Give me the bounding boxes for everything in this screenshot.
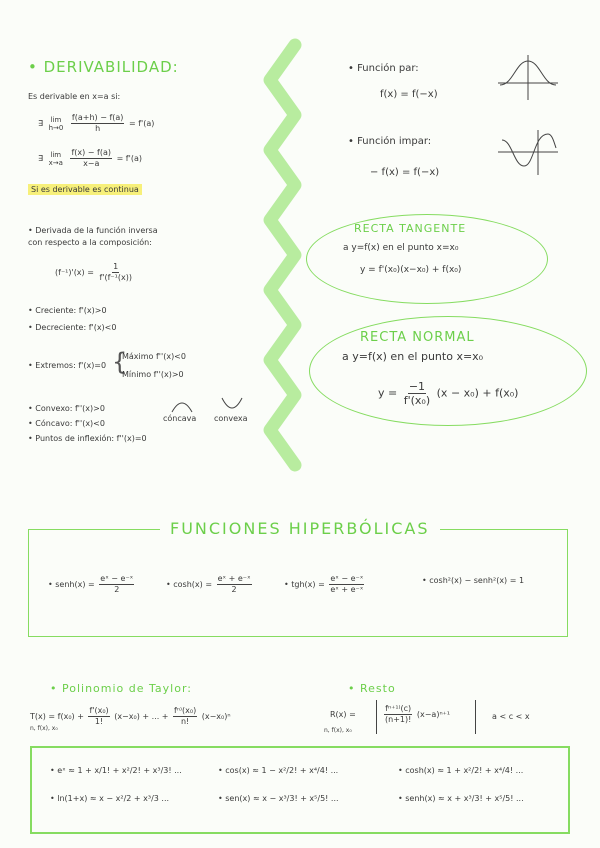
hyperbolic-identity: • cosh²(x) − senh²(x) = 1 <box>422 576 525 585</box>
exists-symbol: ∃ <box>38 119 44 128</box>
limit-definition-2 <box>38 148 142 169</box>
tangent-title: RECTA TANGENTE <box>354 222 467 235</box>
convexo-rule: • Convexo: f''(x)>0 <box>28 404 105 413</box>
limit-result: = f'(a) <box>128 119 155 128</box>
difference-quotient: $\frac{f(a+h) - f(a)}{h}$ <box>71 113 124 133</box>
inverse-formula: (f⁻¹)'(x) = $\frac{1}{\text{f'(f⁻¹(x))}}$ <box>55 262 132 282</box>
extremos-rule: • Extremos: f'(x)=0 <box>28 361 107 370</box>
concavo-rule: • Cóncavo: f''(x)<0 <box>28 419 105 428</box>
tangent-line-2: y = f'(x₀)(x−x₀) + f(x₀) <box>360 265 462 275</box>
brace: { <box>112 348 128 376</box>
normal-formula: y = $\frac{-1}{\text{f'(x₀)}}$ (x − x₀) + f(x₀) <box>378 380 519 407</box>
series-sen: • sen(x) ≈ x − x³/3! + x⁵/5! ... <box>218 794 339 803</box>
series-cos: • cos(x) ≈ 1 − x²/2! + x⁴/4! ... <box>218 766 339 775</box>
taylor-subscript: n, f(x), x₀ <box>30 725 58 732</box>
par-equation: f(x) = f(−x) <box>380 89 438 100</box>
concave-curve-icon <box>170 398 194 414</box>
inverse-heading-2: con respecto a la composición: <box>28 238 152 247</box>
inflexion-rule: • Puntos de inflexión: f''(x)=0 <box>28 434 147 443</box>
taylor-formula: T(x) = f(x₀) + $\frac{\text{f'(x₀)}}{1!}$ (x−x₀) + ... + $\frac{\text{fⁿ⁾(x₀)}}{n!}$ (x−x₀)ⁿ <box>30 706 231 726</box>
senh-formula: • senh(x) = $\frac{\text{eˣ − e⁻ˣ}}{2}$ <box>48 574 134 594</box>
limit-result: = f'(a) <box>116 154 142 163</box>
maximo-rule: Máximo f''(x)<0 <box>122 352 186 361</box>
impar-title: • Función impar: <box>348 136 432 147</box>
series-ln: • ln(1+x) ≈ x − x²/2 + x³/3 ... <box>50 794 170 803</box>
series-senh: • senh(x) ≈ x + x³/3! + x⁵/5! ... <box>398 794 524 803</box>
derivabilidad-title: • DERIVABILIDAD: <box>28 58 179 76</box>
tgh-formula: • tgh(x) = $\frac{\text{eˣ − e⁻ˣ}}{\text{eˣ + e⁻ˣ}}$ <box>284 574 364 594</box>
convexa-label: convexa <box>214 414 248 423</box>
tangent-line-1: a y=f(x) en el punto x=x₀ <box>343 243 459 253</box>
highlight-note: Si es derivable es continua <box>28 185 142 195</box>
par-title: • Función par: <box>348 63 419 74</box>
taylor-title: • Polinomio de Taylor: <box>50 682 192 695</box>
resto-condition: a < c < x <box>492 712 530 721</box>
exists-symbol: ∃ <box>38 154 44 163</box>
series-cosh: • cosh(x) ≈ 1 + x²/2! + x⁴/4! ... <box>398 766 524 775</box>
resto-title: • Resto <box>348 682 396 695</box>
impar-equation: − f(x) = f(−x) <box>370 167 440 178</box>
series-exp: • eˣ ≈ 1 + x/1! + x²/2! + x³/3! ... <box>50 766 182 775</box>
derivable-intro: Es derivable en x=a si: <box>28 92 121 101</box>
decreciente-rule: • Decreciente: f'(x)<0 <box>28 323 117 332</box>
normal-title: RECTA NORMAL <box>360 330 475 345</box>
concava-label: cóncava <box>163 414 197 423</box>
odd-function-graph-icon <box>498 130 558 175</box>
resto-formula: R(x) = <box>330 710 356 719</box>
limit-definition-1 <box>38 113 154 134</box>
resto-subscript: n, f(x), x₀ <box>324 727 352 734</box>
limit-operator: lim x→a <box>48 150 63 167</box>
resto-fraction: $\frac{\text{fⁿ⁺¹⁾(c)}}{(n+1)!}$ (x−a)ⁿ⁺¹ <box>385 704 451 724</box>
minimo-rule: Mínimo f''(x)>0 <box>122 370 184 379</box>
convex-curve-icon <box>220 396 244 412</box>
limit-operator: lim h→0 <box>48 115 64 132</box>
hyperbolic-title: FUNCIONES HIPERBÓLICAS <box>160 520 440 538</box>
taylor-series-box <box>30 746 570 834</box>
cosh-formula: • cosh(x) = $\frac{\text{eˣ + e⁻ˣ}}{2}$ <box>166 574 251 594</box>
inverse-heading-1: • Derivada de la función inversa <box>28 226 158 235</box>
difference-quotient: $\frac{f(x) - f(a)}{x-a}$ <box>71 148 112 168</box>
normal-line-1: a y=f(x) en el punto x=x₀ <box>342 350 484 363</box>
creciente-rule: • Creciente: f'(x)>0 <box>28 306 107 315</box>
even-function-graph-icon <box>498 55 558 100</box>
